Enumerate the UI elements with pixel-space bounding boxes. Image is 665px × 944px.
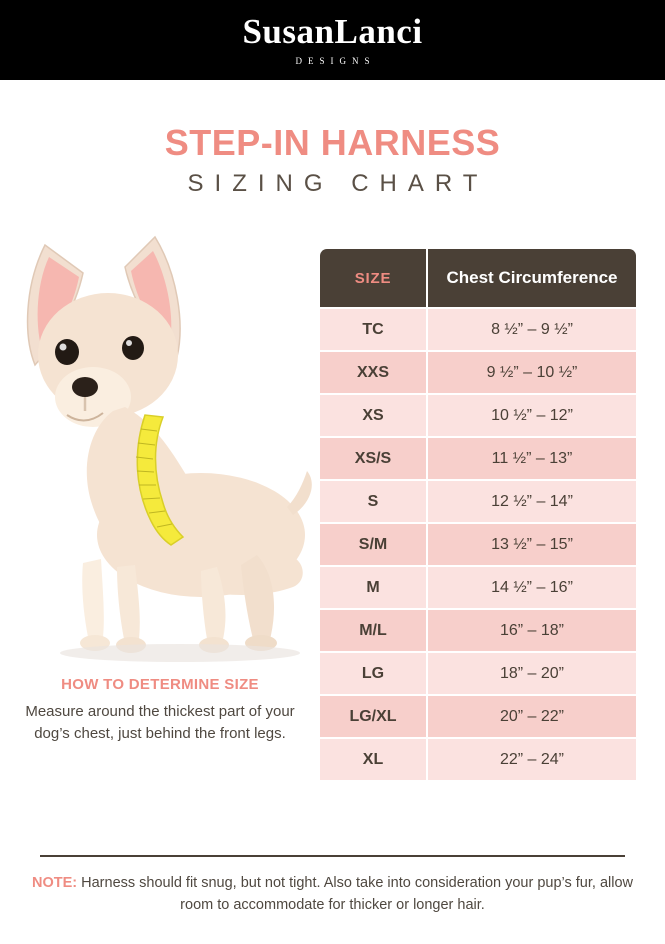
cell-chest: 14 ½” – 16” [428,567,636,608]
table-row [320,653,636,694]
page-subtitle: SIZING CHART [187,170,489,197]
sizing-table [318,247,638,782]
cell-size: XS/S [320,438,426,479]
column-header-chest: Chest Circumference [428,249,636,307]
puppy-photo [5,215,315,665]
brand-header [0,0,665,80]
how-to-determine-size [10,676,310,745]
cell-chest: 8 ½” – 9 ½” [428,309,636,350]
cell-size: LG/XL [320,696,426,737]
cell-chest: 12 ½” – 14” [428,481,636,522]
how-to-title: HOW TO DETERMINE SIZE [61,676,259,693]
cell-chest: 22” – 24” [428,739,636,780]
note-label: NOTE: [32,875,78,891]
cell-size: M/L [320,610,426,651]
cell-chest: 10 ½” – 12” [428,395,636,436]
cell-chest: 18” – 20” [428,653,636,694]
cell-chest: 9 ½” – 10 ½” [428,352,636,393]
footer-note [32,872,633,917]
cell-size: XS [320,395,426,436]
puppy-illustration [5,215,315,665]
table-row [320,610,636,651]
cell-chest: 13 ½” – 15” [428,524,636,565]
table-row [320,524,636,565]
table-row [320,567,636,608]
page-title: STEP-IN HARNESS [164,122,501,163]
brand-name: SusanLanci [242,12,423,51]
cell-size: TC [320,309,426,350]
cell-chest: 20” – 22” [428,696,636,737]
table-row [320,352,636,393]
cell-size: XL [320,739,426,780]
sizing-table-body [320,309,636,780]
how-to-body: Measure around the thickest part of your dog’s chest, just behind the front legs. [25,703,295,742]
table-row [320,438,636,479]
footer-divider [40,855,625,857]
table-row [320,309,636,350]
table-row [320,481,636,522]
table-header-row [320,249,636,307]
cell-size: S/M [320,524,426,565]
column-header-size: SIZE [320,249,426,307]
note-text: Harness should fit snug, but not tight. Also take into consideration your pup’s fur, allow room to accommodate for thicker or longer hair. [77,875,634,914]
cell-size: S [320,481,426,522]
table-row [320,696,636,737]
cell-size: M [320,567,426,608]
cell-chest: 16” – 18” [428,610,636,651]
table-row [320,739,636,780]
brand-subtitle: DESIGNS [295,56,376,66]
table-row [320,395,636,436]
cell-size: XXS [320,352,426,393]
cell-size: LG [320,653,426,694]
cell-chest: 11 ½” – 13” [428,438,636,479]
